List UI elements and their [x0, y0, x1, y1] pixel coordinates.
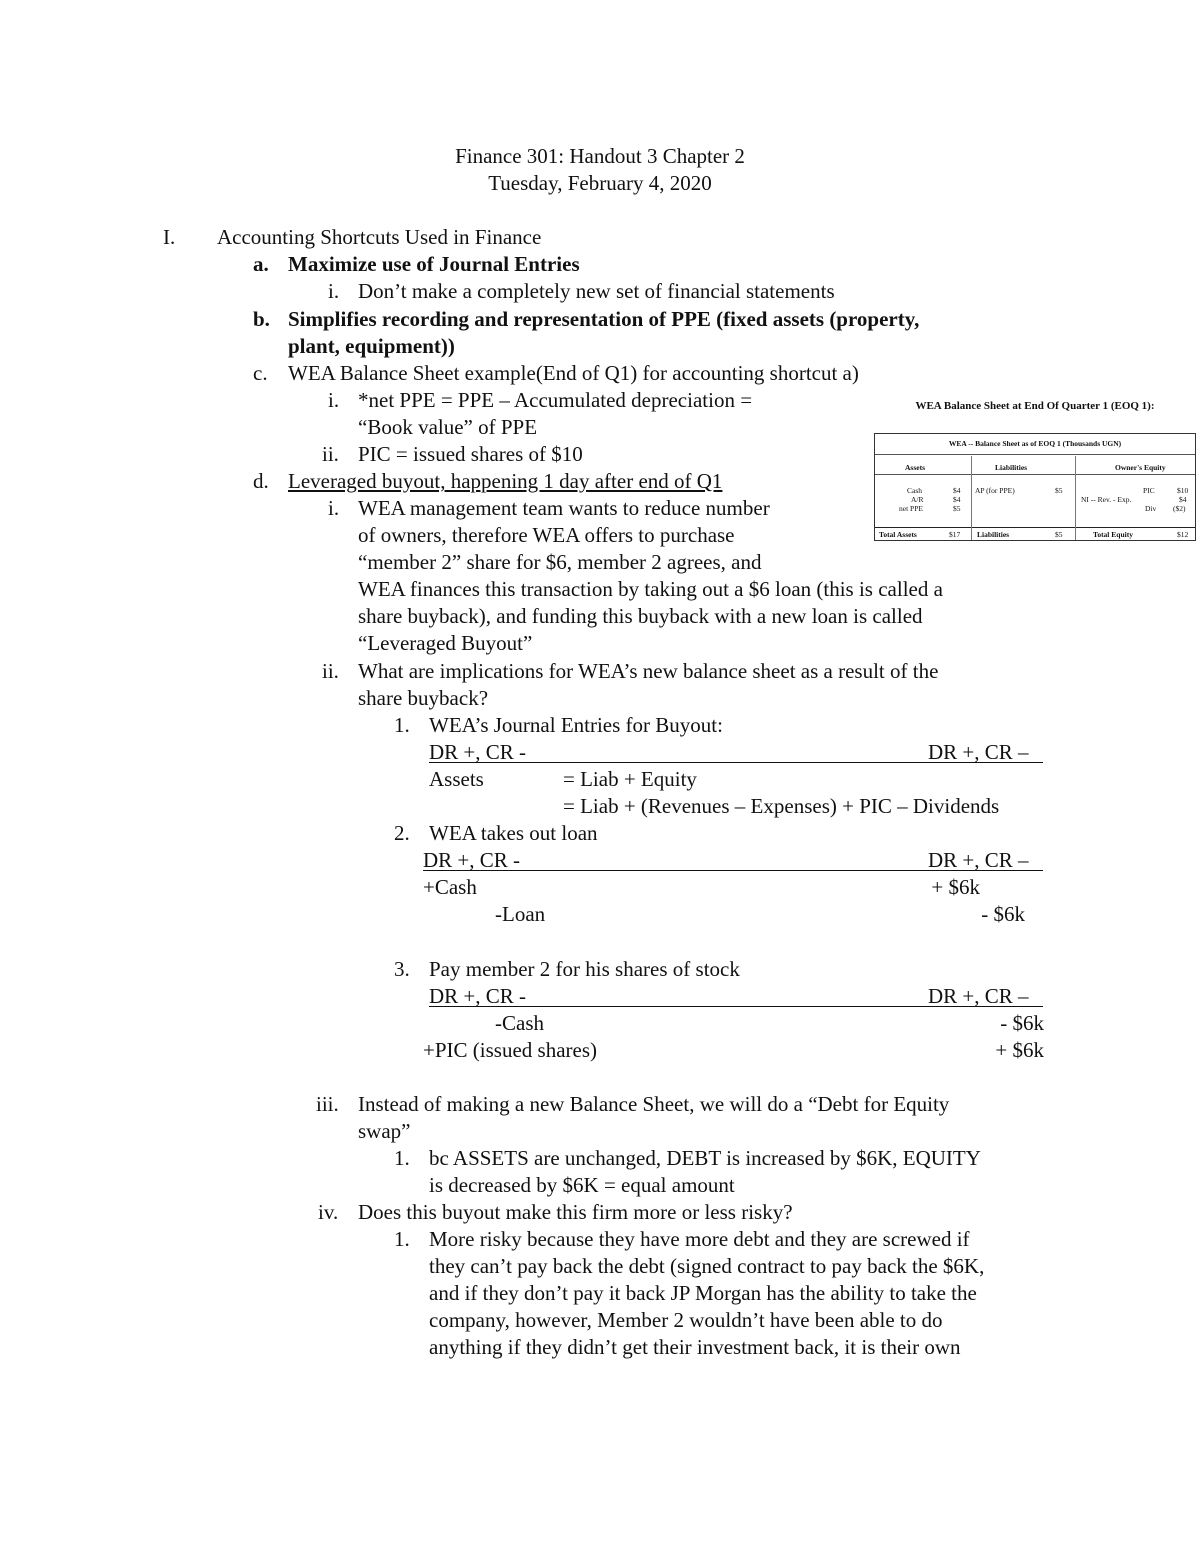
- n3-left-header: DR +, CR -: [429, 984, 527, 1008]
- item-d-iv-1-line: company, however, Member 2 wouldn’t have been able to do: [429, 1308, 943, 1332]
- bs-total-liab-label: Liabilities: [977, 530, 1010, 539]
- bs-total-equity-value: $12: [1177, 530, 1189, 539]
- balance-sheet-figure-title: WEA Balance Sheet at End Of Quarter 1 (EOQ 1):: [915, 400, 1155, 412]
- balance-sheet-divider: [1075, 456, 1076, 540]
- outline-marker-n1: 1.: [394, 713, 410, 737]
- bs-total-assets-value: $17: [949, 530, 961, 539]
- outline-marker-d-iii-1: 1.: [394, 1146, 410, 1170]
- bs-equity-value: ($2): [1173, 504, 1186, 513]
- outline-marker-d-i: i.: [328, 496, 340, 520]
- item-d-i-line: of owners, therefore WEA offers to purchase: [358, 523, 735, 547]
- item-c-ii-text: PIC = issued shares of $10: [358, 442, 583, 466]
- n2-header-rule: [423, 870, 1043, 871]
- n2-right-header: DR +, CR –: [928, 848, 1029, 872]
- bs-asset-value: $4: [953, 486, 961, 495]
- bs-liab-value: $5: [1055, 486, 1063, 495]
- bs-equity-label: Div: [1145, 504, 1157, 513]
- item-d-ii-text-line1: What are implications for WEA’s new balance sheet as a result of the: [358, 659, 939, 683]
- n3-header-rule: [429, 1006, 1043, 1007]
- item-d-iii-text-line2: swap”: [358, 1119, 411, 1143]
- outline-marker-c-i: i.: [328, 388, 340, 412]
- bs-asset-value: $5: [953, 504, 961, 513]
- item-b-text-line1: Simplifies recording and representation of PPE (fixed assets (property,: [288, 307, 920, 331]
- bs-total-equity-label: Total Equity: [1093, 530, 1133, 539]
- item-d-i-line: WEA finances this transaction by taking out a $6 loan (this is called a: [358, 577, 943, 601]
- item-c-text: WEA Balance Sheet example(End of Q1) for accounting shortcut a): [288, 361, 859, 385]
- outline-marker-d-iv-1: 1.: [394, 1227, 410, 1251]
- bs-asset-value: $4: [953, 495, 961, 504]
- bs-equity-value: $10: [1177, 486, 1189, 495]
- section-heading: Accounting Shortcuts Used in Finance: [217, 225, 542, 249]
- bs-col-equity: Owner's Equity: [1115, 463, 1166, 472]
- n3-row2-amount: + $6k: [995, 1038, 1044, 1062]
- bs-liab-label: AP (for PPE): [975, 486, 1015, 495]
- n2-row1-amount: + $6k: [931, 875, 980, 899]
- outline-marker-d-iii: iii.: [316, 1092, 339, 1116]
- item-d-i-line: “Leveraged Buyout”: [358, 631, 533, 655]
- item-d-iii-text-line1: Instead of making a new Balance Sheet, we will do a “Debt for Equity: [358, 1092, 950, 1116]
- balance-sheet-table-title: WEA -- Balance Sheet as of EOQ 1 (Thousands UGN): [948, 439, 1122, 448]
- bs-asset-label: net PPE: [899, 504, 923, 513]
- outline-marker-d-ii: ii.: [322, 659, 339, 683]
- bs-total-assets-label: Total Assets: [879, 530, 917, 539]
- item-a-i-text: Don’t make a completely new set of financial statements: [358, 279, 835, 303]
- outline-marker-c: c.: [253, 361, 268, 385]
- item-d-i-line: WEA management team wants to reduce number: [358, 496, 770, 520]
- outline-marker-d: d.: [253, 469, 269, 493]
- outline-marker-d-iv: iv.: [318, 1200, 339, 1224]
- n1-left-header: DR +, CR -: [429, 740, 527, 764]
- n3-text: Pay member 2 for his shares of stock: [429, 957, 740, 981]
- n3-row1-amount: - $6k: [1000, 1011, 1044, 1035]
- item-d-i-line: “member 2” share for $6, member 2 agrees, and: [358, 550, 762, 574]
- outline-marker-a-i: i.: [328, 279, 340, 303]
- outline-marker-c-ii: ii.: [322, 442, 339, 466]
- n3-right-header: DR +, CR –: [928, 984, 1029, 1008]
- outline-marker-I: I.: [163, 225, 176, 249]
- item-b-text-line2: plant, equipment)): [288, 334, 455, 358]
- n1-right-header: DR +, CR –: [928, 740, 1029, 764]
- n2-row2-amount: - $6k: [981, 902, 1025, 926]
- item-c-i-text-line2: “Book value” of PPE: [358, 415, 538, 439]
- item-d-i-line: share buyback), and funding this buyback with a new loan is called: [358, 604, 923, 628]
- n2-row1-label: +Cash: [423, 875, 477, 899]
- item-d-iv-1-line: and if they don’t pay it back JP Morgan has the ability to take the: [429, 1281, 977, 1305]
- item-d-iii-1-line1: bc ASSETS are unchanged, DEBT is increased by $6K, EQUITY: [429, 1146, 981, 1170]
- n1-equation-line1: = Liab + Equity: [563, 767, 697, 791]
- item-d-text: Leveraged buyout, happening 1 day after end of Q1: [288, 469, 723, 493]
- balance-sheet-rule: [875, 527, 1195, 528]
- item-d-iv-text: Does this buyout make this firm more or less risky?: [358, 1200, 793, 1224]
- bs-equity-label: NI -- Rev. - Exp.: [1081, 495, 1132, 504]
- bs-total-liab-value: $5: [1055, 530, 1063, 539]
- bs-asset-label: A/R: [911, 495, 924, 504]
- document-date: Tuesday, February 4, 2020: [488, 171, 712, 195]
- n2-row2-label: -Loan: [495, 902, 546, 926]
- n3-row1-label: -Cash: [495, 1011, 544, 1035]
- item-d-iv-1-line: More risky because they have more debt and they are screwed if: [429, 1227, 970, 1251]
- outline-marker-a: a.: [253, 252, 269, 276]
- balance-sheet-figure: [874, 433, 1196, 541]
- bs-col-assets: Assets: [905, 463, 925, 472]
- balance-sheet-divider: [971, 456, 972, 540]
- outline-marker-n3: 3.: [394, 957, 410, 981]
- item-a-text: Maximize use of Journal Entries: [288, 252, 580, 276]
- n1-assets-label: Assets: [429, 767, 484, 791]
- item-d-iv-1-line: anything if they didn’t get their investment back, it is their own: [429, 1335, 961, 1359]
- n1-header-rule: [429, 762, 1043, 763]
- n3-row2-label: +PIC (issued shares): [423, 1038, 597, 1062]
- n2-left-header: DR +, CR -: [423, 848, 521, 872]
- n1-equation-line2: = Liab + (Revenues – Expenses) + PIC – Dividends: [563, 794, 1000, 818]
- item-d-iii-1-line2: is decreased by $6K = equal amount: [429, 1173, 735, 1197]
- bs-asset-label: Cash: [907, 486, 922, 495]
- outline-marker-b: b.: [253, 307, 270, 331]
- balance-sheet-rule: [875, 474, 1195, 475]
- document-title: Finance 301: Handout 3 Chapter 2: [455, 144, 745, 168]
- bs-equity-value: $4: [1179, 495, 1187, 504]
- n2-text: WEA takes out loan: [429, 821, 598, 845]
- balance-sheet-rule: [875, 454, 1195, 455]
- n1-text: WEA’s Journal Entries for Buyout:: [429, 713, 723, 737]
- bs-col-liabilities: Liabilities: [995, 463, 1028, 472]
- item-d-ii-text-line2: share buyback?: [358, 686, 489, 710]
- item-c-i-text-line1: *net PPE = PPE – Accumulated depreciation =: [358, 388, 753, 412]
- item-d-iv-1-line: they can’t pay back the debt (signed contract to pay back the $6K,: [429, 1254, 985, 1278]
- outline-marker-n2: 2.: [394, 821, 410, 845]
- bs-equity-label: PIC: [1143, 486, 1155, 495]
